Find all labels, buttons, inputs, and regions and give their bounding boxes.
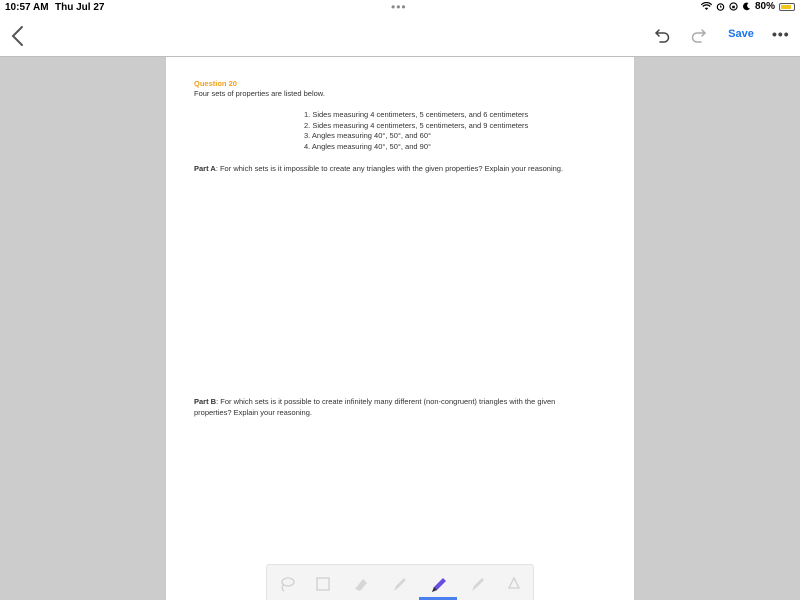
document-workspace — [0, 56, 800, 600]
status-indicators — [701, 1, 795, 12]
highlighter-icon[interactable] — [467, 573, 487, 595]
battery-percent: 80% — [754, 1, 775, 12]
status-time: 10:57 AM — [5, 2, 49, 13]
top-toolbar — [0, 16, 800, 56]
part-a-label: Part A — [194, 164, 216, 173]
alarm-icon — [716, 2, 725, 11]
orientation-lock-icon — [729, 2, 738, 11]
battery-icon — [779, 3, 795, 11]
property-item: 2. Sides measuring 4 centimeters, 5 centimeters, and 9 centimeters — [304, 120, 529, 130]
property-list — [304, 110, 528, 152]
part-b-label: Part B — [194, 397, 217, 406]
pencil-icon[interactable] — [389, 573, 409, 595]
more-icon[interactable]: ••• — [772, 26, 790, 42]
question-intro: Four sets of properties are listed below. — [194, 89, 325, 98]
back-chevron-icon[interactable] — [9, 25, 27, 47]
shape-icon[interactable] — [313, 573, 333, 595]
status-date: Thu Jul 27 — [55, 2, 105, 13]
moon-icon — [742, 2, 751, 11]
question-title: Question 20 — [194, 79, 237, 88]
part-b-text: : For which sets is it possible to create infinitely many different (non-congruent) triangles with the given properties? Explain your reasoning. — [194, 397, 556, 417]
fill-icon[interactable] — [504, 573, 524, 595]
pen-icon[interactable] — [428, 573, 448, 595]
multitasking-dots-icon[interactable]: ••• — [391, 0, 407, 14]
property-item: 1. Sides measuring 4 centimeters, 5 centimeters, and 6 centimeters — [304, 110, 529, 119]
property-item: 4. Angles measuring 40°, 50°, and 90° — [304, 141, 431, 151]
eraser-icon[interactable] — [351, 573, 371, 595]
part-a-prompt — [194, 163, 564, 174]
document-page[interactable] — [166, 57, 634, 601]
wifi-icon — [701, 2, 712, 11]
part-a-text: : For which sets is it impossible to create any triangles with the given properties? Explain your reasoning. — [215, 164, 564, 173]
lasso-icon[interactable] — [277, 573, 297, 595]
part-b-prompt — [194, 396, 564, 418]
undo-icon[interactable] — [654, 26, 672, 46]
property-item: 3. Angles measuring 40°, 50°, and 60° — [304, 131, 431, 140]
status-bar — [0, 0, 800, 16]
save-button[interactable]: Save — [728, 28, 754, 40]
drawing-tool-palette — [266, 564, 534, 600]
redo-icon[interactable] — [689, 26, 707, 46]
